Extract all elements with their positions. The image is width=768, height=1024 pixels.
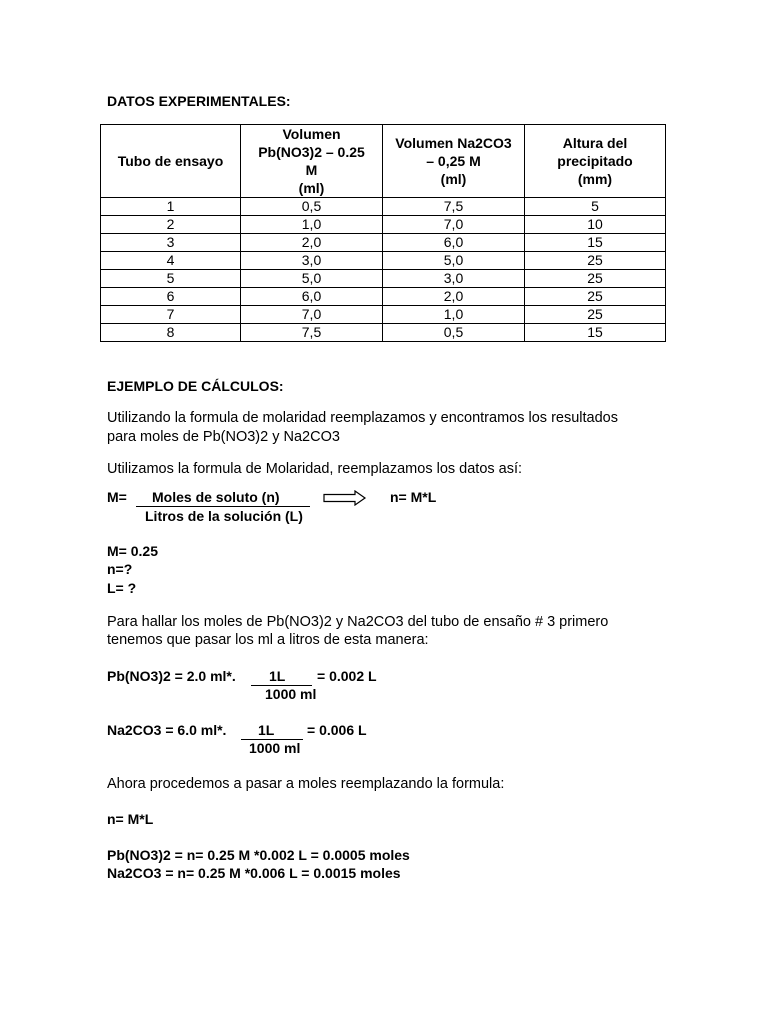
pb-conversion-right: = 0.002 L <box>317 668 377 684</box>
arrow-right-icon <box>323 490 367 506</box>
pb-conversion-numerator: 1L <box>269 668 286 684</box>
na-conversion-right: = 0.006 L <box>307 722 367 738</box>
table-row <box>101 216 666 234</box>
table-cell: 7 <box>101 306 241 324</box>
table-row <box>101 234 666 252</box>
table-cell: 1,0 <box>383 306 525 324</box>
table-cell: 5 <box>101 270 241 288</box>
table-row <box>101 270 666 288</box>
header-altura <box>525 125 666 198</box>
paragraph-1-line-1: Utilizando la formula de molaridad reemplazamos y encontramos los resultados <box>107 410 618 426</box>
table-cell: 6 <box>101 288 241 306</box>
table-cell: 6,0 <box>241 288 383 306</box>
header-line: Tubo de ensayo <box>117 153 224 169</box>
table-cell: 4 <box>101 252 241 270</box>
table-cell: 5 <box>525 198 666 216</box>
header-line: Altura del <box>562 135 628 151</box>
header-volumen-pb <box>241 125 383 198</box>
table-row <box>101 324 666 342</box>
table-cell: 8 <box>101 324 241 342</box>
table-cell: 15 <box>525 324 666 342</box>
paragraph-2: Utilizamos la formula de Molaridad, reemplazamos los datos así: <box>107 461 523 477</box>
fraction-bar <box>136 506 310 507</box>
table-cell: 5,0 <box>383 252 525 270</box>
table-cell: 6,0 <box>383 234 525 252</box>
table-cell: 3,0 <box>241 252 383 270</box>
table-cell: 7,5 <box>383 198 525 216</box>
given-l: L= ? <box>107 580 137 596</box>
na-conversion-left: Na2CO3 = 6.0 ml*. <box>107 722 227 738</box>
header-tubo <box>101 125 241 198</box>
table-cell: 0,5 <box>241 198 383 216</box>
table-row <box>101 306 666 324</box>
table-cell: 1 <box>101 198 241 216</box>
table-cell: 5,0 <box>241 270 383 288</box>
formula-m-label: M= <box>107 489 127 505</box>
given-m: M= 0.25 <box>107 543 158 559</box>
paragraph-1-line-2: para moles de Pb(NO3)2 y Na2CO3 <box>107 429 340 445</box>
pb-moles-result: Pb(NO3)2 = n= 0.25 M *0.002 L = 0.0005 moles <box>107 847 410 863</box>
table-cell: 3,0 <box>383 270 525 288</box>
table-cell: 25 <box>525 288 666 306</box>
table-cell: 25 <box>525 270 666 288</box>
pb-conversion-denominator: 1000 ml <box>265 686 317 702</box>
table-cell: 15 <box>525 234 666 252</box>
header-line: (ml) <box>298 180 325 196</box>
table-cell: 25 <box>525 252 666 270</box>
table-cell: 25 <box>525 306 666 324</box>
section-heading-ejemplo: EJEMPLO DE CÁLCULOS: <box>107 378 284 394</box>
table-cell: 2,0 <box>241 234 383 252</box>
na-moles-result: Na2CO3 = n= 0.25 M *0.006 L = 0.0015 moles <box>107 865 401 881</box>
table-cell: 7,5 <box>241 324 383 342</box>
header-line: (mm) <box>577 171 613 187</box>
header-line: M <box>305 162 318 178</box>
table-cell: 7,0 <box>241 306 383 324</box>
table-cell: 7,0 <box>383 216 525 234</box>
formula-denominator: Litros de la solución (L) <box>145 508 303 524</box>
table-cell: 1,0 <box>241 216 383 234</box>
section-heading-datos: DATOS EXPERIMENTALES: <box>107 93 291 109</box>
header-line: Volumen Na2CO3 <box>395 135 512 151</box>
table-cell: 10 <box>525 216 666 234</box>
paragraph-3-line-2: tenemos que pasar los ml a litros de esta manera: <box>107 632 429 648</box>
header-line: Pb(NO3)2 – 0.25 <box>258 144 365 160</box>
table-row <box>101 288 666 306</box>
header-line: (ml) <box>440 171 467 187</box>
paragraph-3-line-1: Para hallar los moles de Pb(NO3)2 y Na2CO3 del tubo de ensaño # 3 primero <box>107 614 609 630</box>
table-cell: 2,0 <box>383 288 525 306</box>
table-cell: 3 <box>101 234 241 252</box>
pb-conversion-left: Pb(NO3)2 = 2.0 ml*. <box>107 668 236 684</box>
table-row <box>101 252 666 270</box>
header-line: precipitado <box>557 153 633 169</box>
formula-numerator: Moles de soluto (n) <box>152 489 280 505</box>
header-line: – 0,25 M <box>426 153 481 169</box>
table-header-row <box>101 125 666 198</box>
experimental-data-table <box>100 124 666 342</box>
header-line: Volumen <box>282 126 341 142</box>
table-cell: 0,5 <box>383 324 525 342</box>
n-formula: n= M*L <box>107 811 154 827</box>
na-conversion-denominator: 1000 ml <box>249 740 301 756</box>
header-volumen-na <box>383 125 525 198</box>
na-conversion-numerator: 1L <box>258 722 275 738</box>
given-n: n=? <box>107 561 133 577</box>
formula-result: n= M*L <box>390 489 437 505</box>
table-cell: 2 <box>101 216 241 234</box>
paragraph-4: Ahora procedemos a pasar a moles reemplazando la formula: <box>107 776 505 792</box>
table-row <box>101 198 666 216</box>
